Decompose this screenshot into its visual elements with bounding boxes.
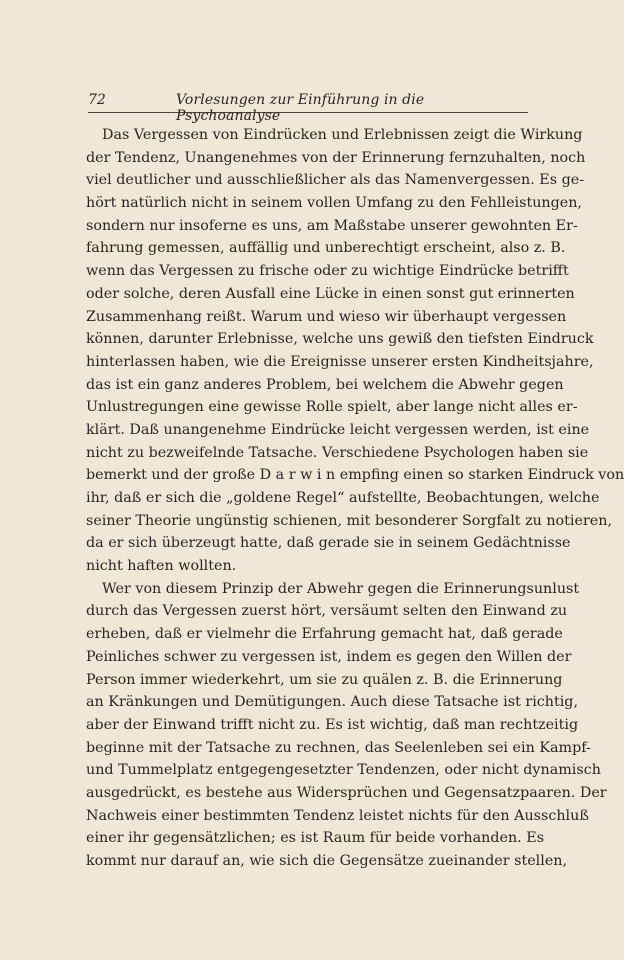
text-line: kommt nur darauf an, wie sich die Gegensätze zueinander stellen, bbox=[86, 853, 568, 869]
text-line: durch das Vergessen zuerst hört, versäumt selten den Einwand zu bbox=[86, 603, 568, 620]
text-line: ausgedrückt, es bestehe aus Widersprüchen und Gegensatzpaaren. Der bbox=[86, 784, 607, 801]
text-line: beginne mit der Tatsache zu rechnen, das Seelenleben sei ein Kampf- bbox=[86, 739, 591, 756]
text-line: nicht zu bezweifelnde Tatsache. Verschiedene Psychologen haben sie bbox=[86, 444, 589, 461]
text-line: Nachweis einer bestimmten Tendenz leistet nichts für den Ausschluß bbox=[86, 807, 589, 824]
page-number: 72 bbox=[88, 92, 106, 108]
text-line: Das Vergessen von Eindrücken und Erlebnissen zeigt die Wirkung bbox=[102, 127, 583, 143]
text-line: einer ihr gegensätzlichen; es ist Raum für beide vorhanden. Es bbox=[86, 830, 545, 847]
text-line: seiner Theorie ungünstig schienen, mit besonderer Sorgfalt zu notieren, bbox=[86, 512, 612, 529]
running-title: Vorlesungen zur Einführung in die Psychoanalyse bbox=[176, 92, 425, 124]
text-line: hinterlassen haben, wie die Ereignisse unserer ersten Kindheitsjahre, bbox=[86, 353, 594, 370]
text-line: können, darunter Erlebnisse, welche uns gewiß den tiefsten Eindruck bbox=[86, 331, 594, 348]
text-line: nicht haften wollten. bbox=[86, 558, 237, 575]
text-line: an Kränkungen und Demütigungen. Auch diese Tatsache ist richtig, bbox=[86, 694, 578, 711]
text-line: der Tendenz, Unangenehmes von der Erinnerung fernzuhalten, noch bbox=[86, 149, 586, 166]
paragraph-1 bbox=[86, 124, 624, 578]
text-line: wenn das Vergessen zu frische oder zu wichtige Eindrücke betrifft bbox=[86, 263, 569, 280]
text-line: und Tummelplatz entgegengesetzter Tendenzen, oder nicht dynamisch bbox=[86, 762, 601, 779]
text-line: bemerkt und der große D a r w i n empfing einen so starken Eindruck von bbox=[86, 467, 624, 484]
text-line: klärt. Daß unangenehme Eindrücke leicht vergessen werden, ist eine bbox=[86, 421, 590, 438]
text-line: oder solche, deren Ausfall eine Lücke in einen sonst gut erinnerten bbox=[86, 285, 575, 302]
text-line: aber der Einwand trifft nicht zu. Es ist wichtig, daß man rechtzeitig bbox=[86, 716, 579, 733]
text-line: Zusammenhang reißt. Warum und wieso wir überhaupt vergessen bbox=[86, 308, 567, 325]
body-text bbox=[86, 124, 624, 873]
text-line: Peinliches schwer zu vergessen ist, indem es gegen den Willen der bbox=[86, 648, 572, 665]
text-line: Unlustregungen eine gewisse Rolle spielt, aber lange nicht alles er- bbox=[86, 399, 578, 416]
text-line: Wer von diesem Prinzip der Abwehr gegen die Erinnerungsunlust bbox=[102, 580, 580, 597]
text-line: das ist ein ganz anderes Problem, bei welchem die Abwehr gegen bbox=[86, 376, 564, 393]
text-line: viel deutlicher und ausschließlicher als das Namenvergessen. Es ge- bbox=[86, 172, 585, 189]
paragraph-2 bbox=[86, 578, 607, 873]
text-line: fahrung gemessen, auffällig und unberechtigt erscheint, also z. B. bbox=[86, 240, 566, 257]
text-line: ihr, daß er sich die „goldene Regel“ aufstellte, Beobachtungen, welche bbox=[86, 490, 600, 506]
text-line: Person immer wiederkehrt, um sie zu quälen z. B. die Erinnerung bbox=[86, 671, 563, 688]
text-line: erheben, daß er vielmehr die Erfahrung gemacht hat, daß gerade bbox=[86, 626, 563, 643]
page-header bbox=[88, 90, 528, 124]
text-line: hört natürlich nicht in seinem vollen Umfang zu den Fehlleistungen, bbox=[86, 195, 582, 212]
text-line: da er sich überzeugt hatte, daß gerade sie in seinem Gedächtnisse bbox=[86, 535, 571, 552]
text-line: sondern nur insoferne es uns, am Maßstabe unserer gewohnten Er- bbox=[86, 217, 578, 234]
